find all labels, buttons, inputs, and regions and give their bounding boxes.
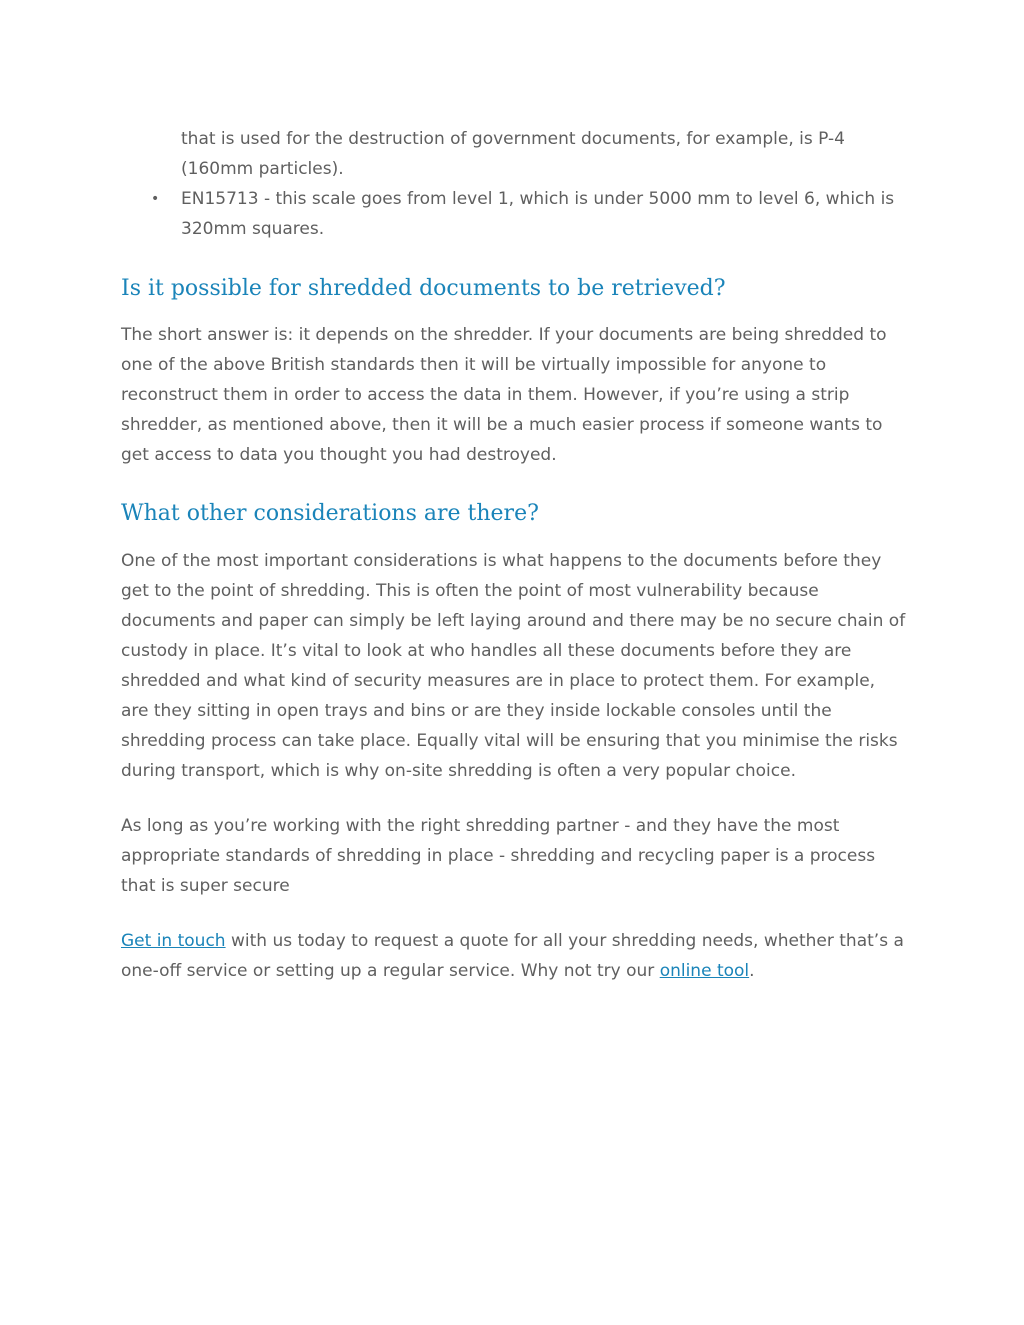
cta-text: with us today to request a quote for all your shredding needs, whether that’s a one-off service or setting up a regular service. Why not try our	[121, 931, 904, 981]
paragraph-partner: As long as you’re working with the right shredding partner - and they have the most appropriate standards of shredding in place - shredding and recycling paper is a process that is super secure	[121, 816, 876, 896]
document-page	[121, 124, 906, 986]
bullet-continuation	[181, 124, 906, 184]
bullet-continuation-text: that is used for the destruction of government documents, for example, is P-4 (160mm particles).	[181, 129, 845, 179]
paragraph-retrieval: The short answer is: it depends on the shredder. If your documents are being shredded to one of the above British standards then it will be virtually impossible for anyone to reconstruct them in order to access the data in them. However, if you’re using a strip shredder, as mentioned above, then it will be a much easier process if someone wants to get access to data you thought you had destroyed.	[121, 325, 887, 465]
list-item	[121, 184, 906, 244]
section-heading-considerations: What other considerations are there?	[121, 501, 539, 526]
online-tool-link[interactable]: online tool	[659, 961, 750, 981]
list-item-text: EN15713 - this scale goes from level 1, which is under 5000 mm to level 6, which is 320mm squares.	[181, 189, 895, 239]
section-heading-retrieval: Is it possible for shredded documents to be retrieved?	[121, 276, 726, 301]
cta-end: .	[749, 961, 755, 981]
paragraph-considerations: One of the most important considerations is what happens to the documents before they get to the point of shredding. This is often the point of most vulnerability because documents and paper can simply be left laying around and there may be no secure chain of custody in place. It’s vital to look at who handles all these documents before they are shredded and what kind of security measures are in place to protect them. For example, are they sitting in open trays and bins or are they inside lockable consoles until the shredding process can take place. Equally vital will be ensuring that you minimise the risks during transport, which is why on-site shredding is often a very popular choice.	[121, 551, 906, 781]
cta-paragraph	[121, 926, 906, 986]
bullet-list	[121, 184, 906, 244]
bullet-marker: •	[151, 191, 160, 207]
get-in-touch-link[interactable]: Get in touch	[121, 931, 226, 951]
